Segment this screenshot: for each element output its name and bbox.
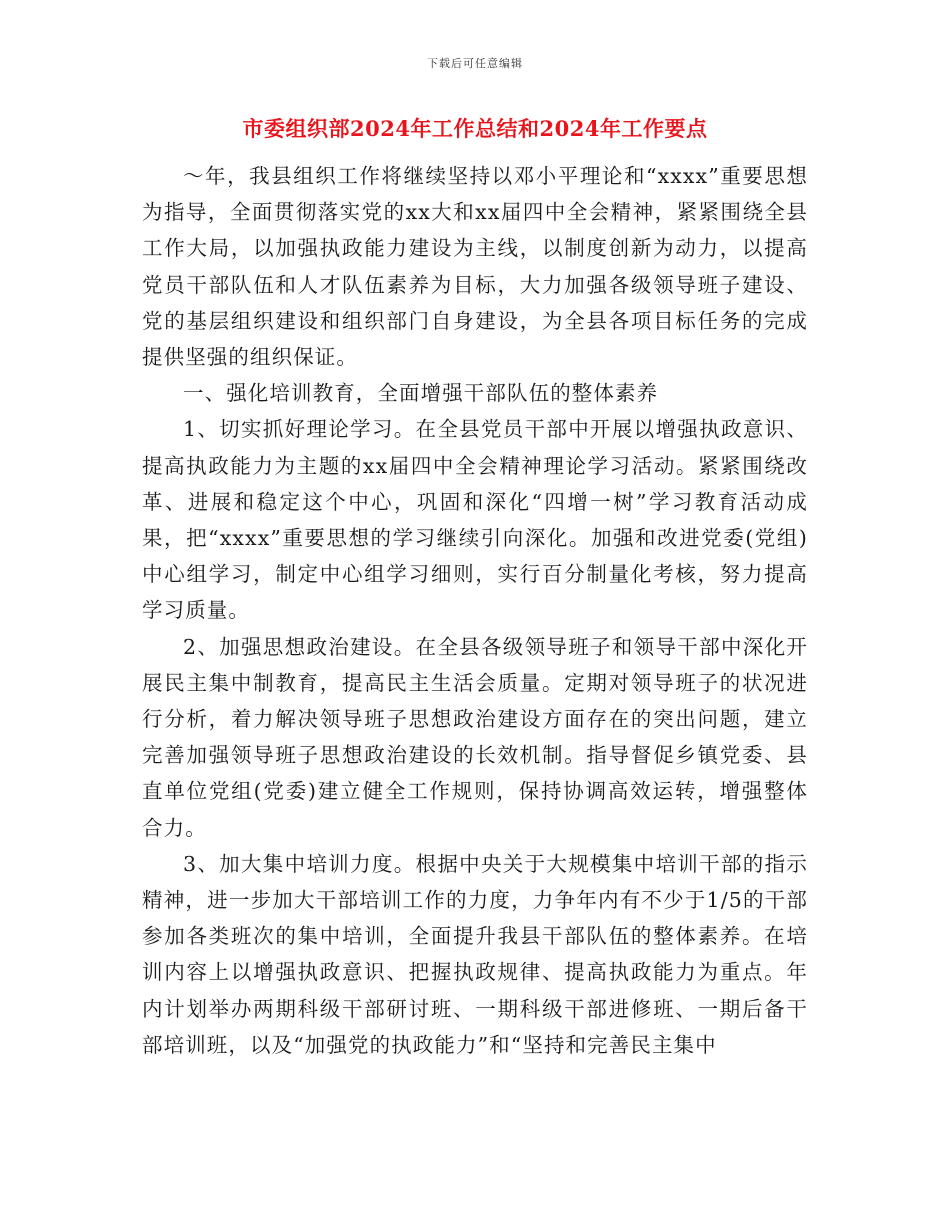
paragraph-item-3: 3、加大集中培训力度。根据中央关于大规模集中培训干部的指示精神，进一步加大干部培训工作的力度，力争年内有不少于1/5的干部参加各类班次的集中培训，全面提升我县干部队伍的整体素养。在培训内容上以增强执政意识、把握执政规律、提高执政能力为重点。年内计划举办两期科级干部研讨班、一期科级干部进修班、一期后备干部培训班，以及“加强党的执政能力”和“坚持和完善民主集中 [142,851,808,1057]
document-body [142,158,808,1063]
paragraph-item-1: 1、切实抓好理论学习。在全县党员干部中开展以增强执政意识、提高执政能力为主题的xx届四中全会精神理论学习活动。紧紧围绕改革、进展和稳定这个中心，巩固和深化“四增一树”学习教育活动成果，把“xxxx”重要思想的学习继续引向深化。加强和改进党委(党组)中心组学习，制定中心组学习细则，实行百分制量化考核，努力提高学习质量。 [142,417,808,623]
paragraph-item-2: 2、加强思想政治建设。在全县各级领导班子和领导干部中深化开展民主集中制教育，提高民主生活会质量。定期对领导班子的状况进行分析，着力解决领导班子思想政治建设方面存在的突出问题，建立完善加强领导班子思想政治建设的长效机制。指导督促乡镇党委、县直单位党组(党委)建立健全工作规则，保持协调高效运转，增强整体合力。 [142,634,808,840]
header-note: 下载后可任意编辑 [427,57,523,70]
paragraph-intro: ～年，我县组织工作将继续坚持以邓小平理论和“xxxx”重要思想为指导，全面贯彻落实党的xx大和xx届四中全会精神，紧紧围绕全县工作大局，以加强执政能力建设为主线，以制度创新为动力，以提高党员干部队伍和人才队伍素养为目标，大力加强各级领导班子建设、党的基层组织建设和组织部门自身建设，为全县各项目标任务的完成提供坚强的组织保证。 [142,164,808,370]
section-heading: 一、强化培训教育，全面增强干部队伍的整体素养 [183,381,659,406]
document-title: 市委组织部2024年工作总结和2024年工作要点 [242,116,708,141]
